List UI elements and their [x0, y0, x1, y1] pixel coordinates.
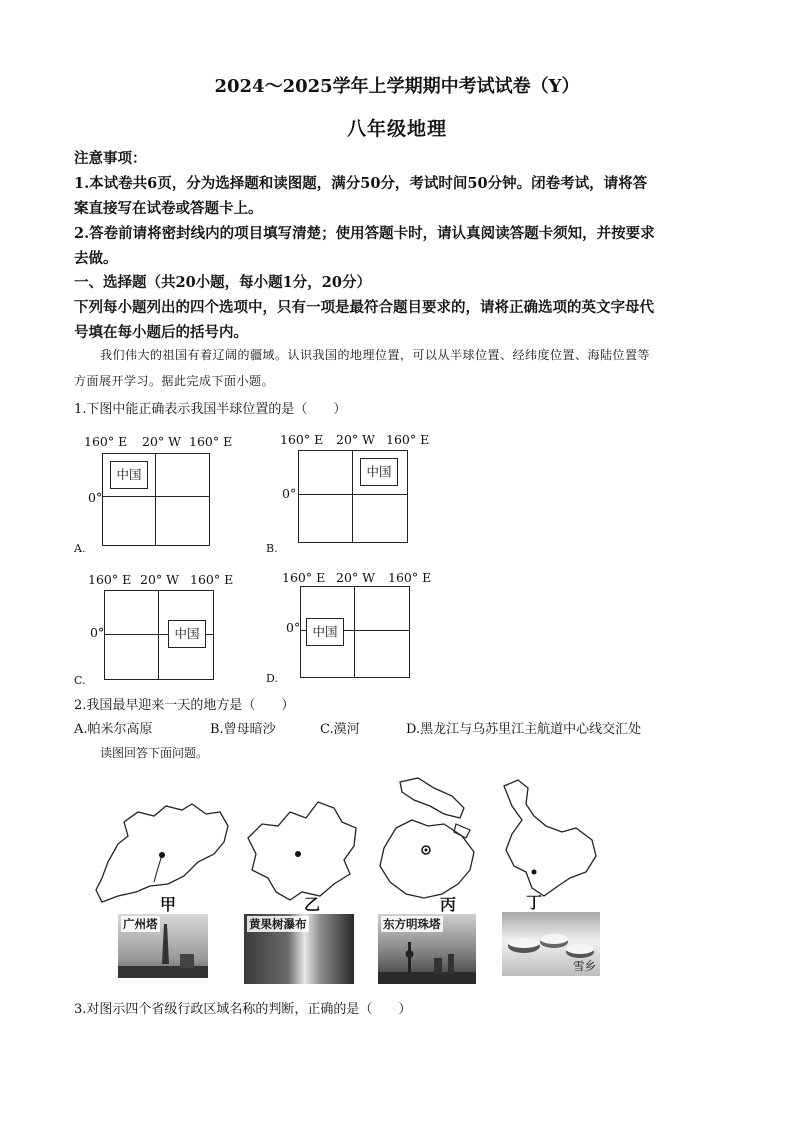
passage1-line1: 我们伟大的祖国有着辽阔的疆域。认识我国的地理位置，可以从半球位置、经纬度位置、海陆位置等	[100, 348, 651, 362]
lon-left-label: 160° E	[282, 570, 326, 585]
lat-label: 0°	[88, 490, 103, 505]
section1-heading: 一、选择题（共20小题，每小题1分，20分）	[74, 274, 371, 291]
q2-option-d[interactable]: D.黑龙江与乌苏里江主航道中心线交汇处	[406, 722, 642, 737]
passage1-line2: 方面展开学习。据此完成下面小题。	[74, 374, 275, 388]
lon-right-label: 160° E	[388, 570, 432, 585]
province-label-bing: 丙	[440, 895, 457, 914]
photo-caption: 雪乡	[573, 959, 596, 973]
notice-heading: 注意事项：	[74, 150, 147, 167]
photo-caption: 黄果树瀑布	[249, 917, 307, 931]
meridian-line	[158, 590, 159, 679]
q2-option-b[interactable]: B.曾母暗沙	[210, 722, 276, 737]
china-box: 中国	[306, 618, 344, 646]
lon-right-label: 160° E	[386, 432, 430, 447]
province-label-yi: 乙	[304, 895, 321, 914]
lat-label: 0°	[286, 620, 301, 635]
meridian-line	[155, 453, 156, 545]
map-option-b[interactable]	[266, 432, 430, 555]
q2-option-a[interactable]: A.帕米尔高原	[74, 722, 153, 737]
option-letter: A.	[74, 542, 86, 555]
lon-right-label: 160° E	[190, 572, 234, 587]
lat-label: 0°	[282, 486, 297, 501]
map-option-a[interactable]	[74, 434, 234, 554]
lon-left-label: 160° E	[88, 572, 132, 587]
notice-item1-line2: 案直接写在试卷或答题卡上。	[74, 200, 263, 217]
china-box: 中国	[360, 458, 398, 486]
lat-label: 0°	[90, 625, 105, 640]
map-option-d[interactable]	[266, 570, 432, 688]
notice-item2-line1: 2.答卷前请将密封线内的项目填写清楚；使用答题卡时，请认真阅读答题卡须知，并按要求	[74, 225, 655, 242]
lon-mid-label: 20° W	[142, 434, 181, 449]
photo-guangzhou-tower	[118, 914, 208, 978]
q2-options	[74, 718, 641, 737]
meridian-line	[354, 586, 355, 677]
notice-item2-line2: 去做。	[74, 250, 118, 267]
notice-item1-line1: 1.本试卷共6页，分为选择题和读图题，满分50分，考试时间50分钟。闭卷考试，请将答	[74, 175, 648, 192]
lon-left-label: 160° E	[280, 432, 324, 447]
photo-caption: 广州塔	[123, 917, 158, 931]
q2-option-c[interactable]: C.漠河	[320, 722, 360, 737]
province-label-jia: 甲	[160, 895, 177, 914]
province-outline-yi	[238, 788, 368, 908]
exam-subtitle: 八年级地理	[346, 118, 447, 140]
lon-left-label: 160° E	[84, 434, 128, 449]
province-outline-bing	[366, 774, 486, 909]
section1-instr-line1: 下列每小题列出的四个选项中，只有一项是最符合题目要求的，请将正确选项的英文字母代	[74, 299, 654, 316]
option-letter: C.	[74, 674, 86, 687]
meridian-line	[352, 450, 353, 542]
q1-stem: 1.下图中能正确表示我国半球位置的是（ ）	[74, 402, 347, 417]
option-letter: B.	[266, 542, 278, 555]
china-box: 中国	[168, 620, 206, 648]
lon-mid-label: 20° W	[140, 572, 179, 587]
exam-title: 2024～2025学年上学期期中考试试卷（Y）	[214, 76, 580, 97]
province-label-ding: 丁	[526, 893, 543, 912]
photo-huangguoshu-waterfall	[244, 914, 354, 984]
lon-mid-label: 20° W	[336, 570, 375, 585]
lon-mid-label: 20° W	[336, 432, 375, 447]
province-outline-ding	[498, 776, 602, 906]
q3-stem: 3.对图示四个省级行政区域名称的判断，正确的是（ ）	[74, 1002, 412, 1017]
photo-snow-town	[502, 912, 600, 976]
map-option-c[interactable]	[74, 572, 234, 690]
lon-right-label: 160° E	[189, 434, 233, 449]
section1-instr-line2: 号填在每小题后的括号内。	[74, 324, 248, 341]
china-box: 中国	[110, 461, 148, 489]
passage2: 读图回答下面问题。	[100, 746, 209, 760]
q2-stem: 2.我国最早迎来一天的地方是（ ）	[74, 698, 295, 713]
photo-oriental-pearl-tower	[378, 914, 476, 984]
option-letter: D.	[266, 672, 278, 685]
photo-caption: 东方明珠塔	[383, 917, 441, 931]
